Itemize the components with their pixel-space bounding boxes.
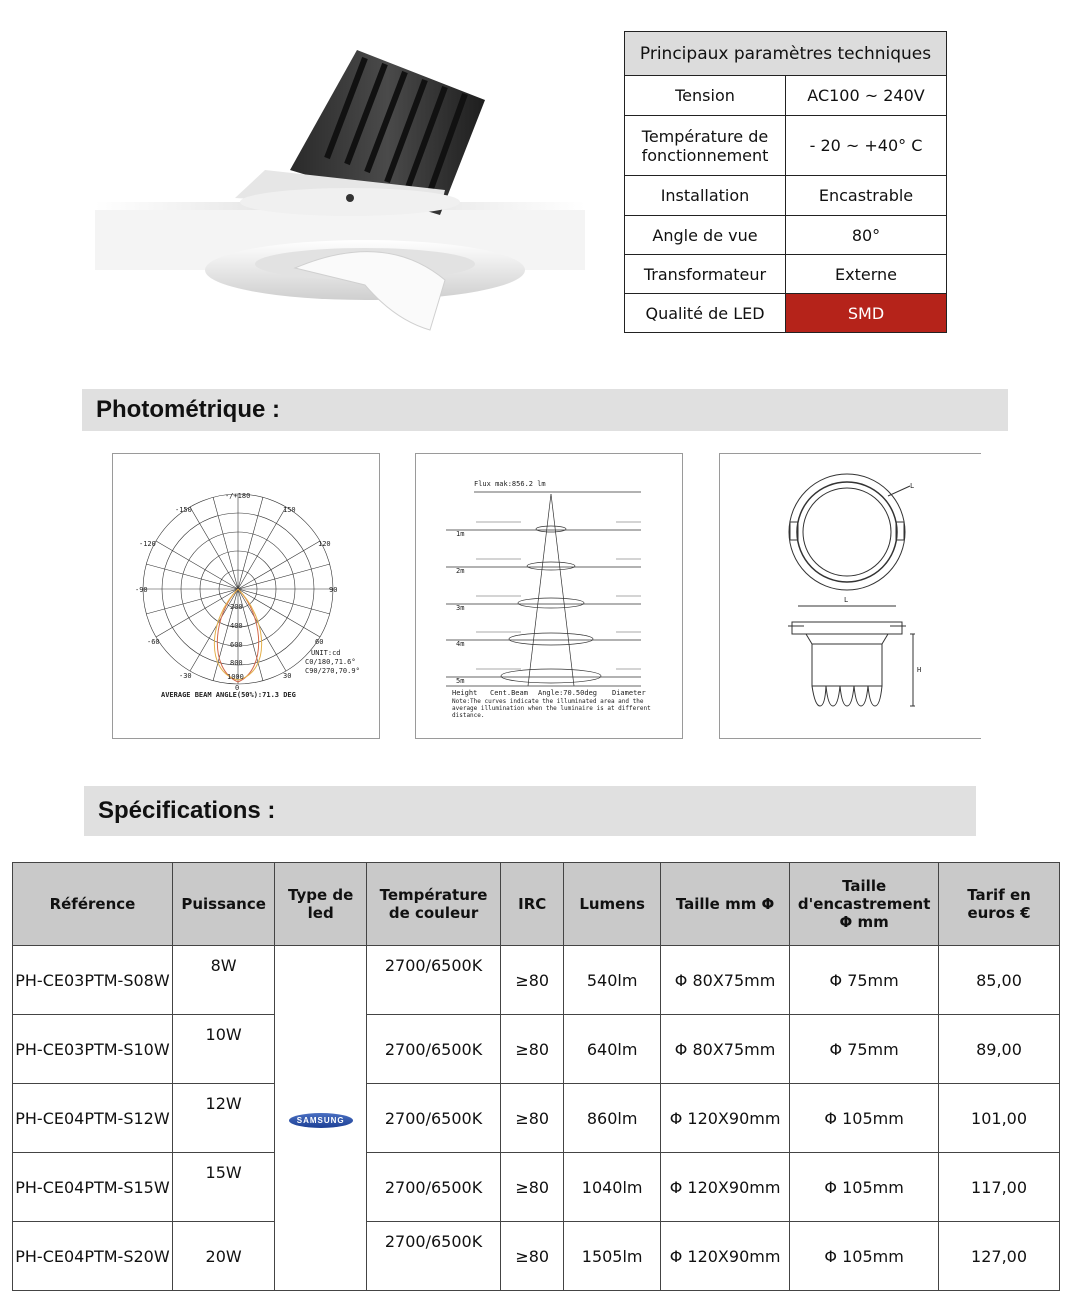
- power-cell: 20W: [172, 1222, 274, 1291]
- polar-angle-label: 0: [235, 684, 240, 692]
- lumens-cell: 860lm: [564, 1084, 661, 1153]
- polar-ring-label: 1000: [227, 673, 244, 681]
- irc-cell: ≥80: [501, 1084, 564, 1153]
- ref-cell: PH-CE04PTM-S20W: [13, 1222, 173, 1291]
- specifications-table: [12, 862, 1060, 1291]
- cone-footer-col: Height: [452, 689, 478, 697]
- param-key: Installation: [625, 176, 786, 216]
- col-header: Taille d'encastrement Φ mm: [790, 863, 939, 946]
- polar-angle-label: -30: [179, 672, 192, 680]
- param-key: Température de fonctionnement: [625, 116, 786, 176]
- polar-angle-label: 90: [329, 586, 338, 594]
- table-row: [13, 1084, 1060, 1153]
- col-header: Lumens: [564, 863, 661, 946]
- table-row: [13, 1222, 1060, 1291]
- table-row: [13, 946, 1060, 1015]
- col-header: Type de led: [275, 863, 367, 946]
- irc-cell: ≥80: [501, 1222, 564, 1291]
- param-key: Angle de vue: [625, 216, 786, 255]
- illuminance-cone-diagram: [416, 454, 684, 740]
- price-cell: 85,00: [939, 946, 1060, 1015]
- polar-angle-label: -90: [135, 586, 148, 594]
- cut-cell: Φ 75mm: [790, 1015, 939, 1084]
- power-cell: 10W: [172, 1015, 274, 1084]
- size-cell: Φ 120X90mm: [660, 1153, 789, 1222]
- polar-legend: C90/270,70.9°: [305, 667, 360, 675]
- polar-angle-label: 120: [318, 540, 331, 548]
- col-header: Puissance: [172, 863, 274, 946]
- illuminance-cone-panel: [415, 453, 683, 739]
- cone-footer-col: Diameter: [612, 689, 646, 697]
- lumens-cell: 540lm: [564, 946, 661, 1015]
- power-cell: 12W: [172, 1084, 274, 1153]
- ref-cell: PH-CE04PTM-S12W: [13, 1084, 173, 1153]
- col-header: IRC: [501, 863, 564, 946]
- section-header-photometric: [82, 389, 1008, 431]
- cut-cell: Φ 105mm: [790, 1153, 939, 1222]
- polar-ring-label: 600: [230, 641, 243, 649]
- section-header-specifications: [84, 786, 976, 836]
- polar-angle-label: -60: [147, 638, 160, 646]
- dimensions-panel: [719, 453, 981, 739]
- lumens-cell: 640lm: [564, 1015, 661, 1084]
- polar-ring-label: 200: [230, 603, 243, 611]
- cut-cell: Φ 105mm: [790, 1084, 939, 1153]
- polar-ring-label: 800: [230, 659, 243, 667]
- params-title: Principaux paramètres techniques: [625, 32, 947, 76]
- ref-cell: PH-CE03PTM-S08W: [13, 946, 173, 1015]
- ref-cell: PH-CE04PTM-S15W: [13, 1153, 173, 1222]
- section-title: Spécifications :: [98, 797, 276, 824]
- lumens-cell: 1040lm: [564, 1153, 661, 1222]
- ref-cell: PH-CE03PTM-S10W: [13, 1015, 173, 1084]
- polar-ring-label: 400: [230, 622, 243, 630]
- size-cell: Φ 120X90mm: [660, 1222, 789, 1291]
- dimension-label-l: L: [844, 596, 849, 604]
- price-cell: 101,00: [939, 1084, 1060, 1153]
- param-value: - 20 ~ +40° C: [786, 116, 947, 176]
- temp-cell: 2700/6500K: [367, 1015, 501, 1084]
- cut-cell: Φ 75mm: [790, 946, 939, 1015]
- irc-cell: ≥80: [501, 1153, 564, 1222]
- price-cell: 127,00: [939, 1222, 1060, 1291]
- cut-cell: Φ 105mm: [790, 1222, 939, 1291]
- polar-diagram-panel: [112, 453, 380, 739]
- price-cell: 117,00: [939, 1153, 1060, 1222]
- param-value: Externe: [786, 255, 947, 294]
- param-value: AC100 ~ 240V: [786, 76, 947, 116]
- cone-height: 2m: [456, 567, 465, 575]
- technical-parameters-table: [624, 31, 947, 333]
- temp-cell: 2700/6500K: [367, 946, 501, 1015]
- table-row: [13, 1015, 1060, 1084]
- price-cell: 89,00: [939, 1015, 1060, 1084]
- samsung-logo: SAMSUNG: [289, 1113, 353, 1128]
- temp-cell: 2700/6500K: [367, 1222, 501, 1291]
- col-header: Température de couleur: [367, 863, 501, 946]
- polar-angle-label: 60: [315, 638, 324, 646]
- cone-height: 1m: [456, 530, 465, 538]
- param-key: Qualité de LED: [625, 294, 786, 333]
- polar-angle-label: -/+180: [225, 492, 251, 500]
- size-cell: Φ 80X75mm: [660, 946, 789, 1015]
- temp-cell: 2700/6500K: [367, 1153, 501, 1222]
- power-cell: 8W: [172, 946, 274, 1015]
- polar-diagram: [113, 454, 381, 740]
- led-type-cell: [275, 946, 367, 1291]
- temp-cell: 2700/6500K: [367, 1084, 501, 1153]
- dimension-label-l: L: [910, 482, 915, 490]
- power-cell: 15W: [172, 1153, 274, 1222]
- polar-legend: C0/180,71.6°: [305, 658, 356, 666]
- led-quality-badge: SMD: [786, 294, 947, 333]
- col-header: Taille mm Φ: [660, 863, 789, 946]
- table-row: [13, 1153, 1060, 1222]
- param-key: Transformateur: [625, 255, 786, 294]
- dimensions-drawing: [720, 454, 982, 740]
- polar-angle-label: -120: [139, 540, 156, 548]
- lumens-cell: 1505lm: [564, 1222, 661, 1291]
- polar-legend: UNIT:cd: [311, 649, 341, 657]
- polar-angle-label: -150: [175, 506, 192, 514]
- cone-footer-col: Angle:70.50deg: [538, 689, 598, 697]
- dimension-label-h: H: [917, 666, 922, 674]
- cone-height: 3m: [456, 604, 465, 612]
- irc-cell: ≥80: [501, 946, 564, 1015]
- irc-cell: ≥80: [501, 1015, 564, 1084]
- section-title: Photométrique :: [96, 396, 280, 423]
- param-value: Encastrable: [786, 176, 947, 216]
- product-image: [95, 30, 595, 350]
- polar-caption: AVERAGE BEAM ANGLE(50%):71.3 DEG: [161, 691, 296, 699]
- polar-angle-label: 30: [283, 672, 292, 680]
- polar-angle-label: 150: [283, 506, 296, 514]
- cone-header: Flux mak:856.2 lm: [474, 480, 546, 488]
- cone-note: Note:The curves indicate the illuminated area and the average illumination when the luminaire is at different distance.: [452, 698, 651, 719]
- cone-height: 5m: [456, 677, 465, 685]
- cone-footer-col: Cent.Beam: [490, 689, 528, 697]
- param-value: 80°: [786, 216, 947, 255]
- cone-height: 4m: [456, 640, 465, 648]
- param-key: Tension: [625, 76, 786, 116]
- col-header: Tarif en euros €: [939, 863, 1060, 946]
- size-cell: Φ 120X90mm: [660, 1084, 789, 1153]
- size-cell: Φ 80X75mm: [660, 1015, 789, 1084]
- col-header: Référence: [13, 863, 173, 946]
